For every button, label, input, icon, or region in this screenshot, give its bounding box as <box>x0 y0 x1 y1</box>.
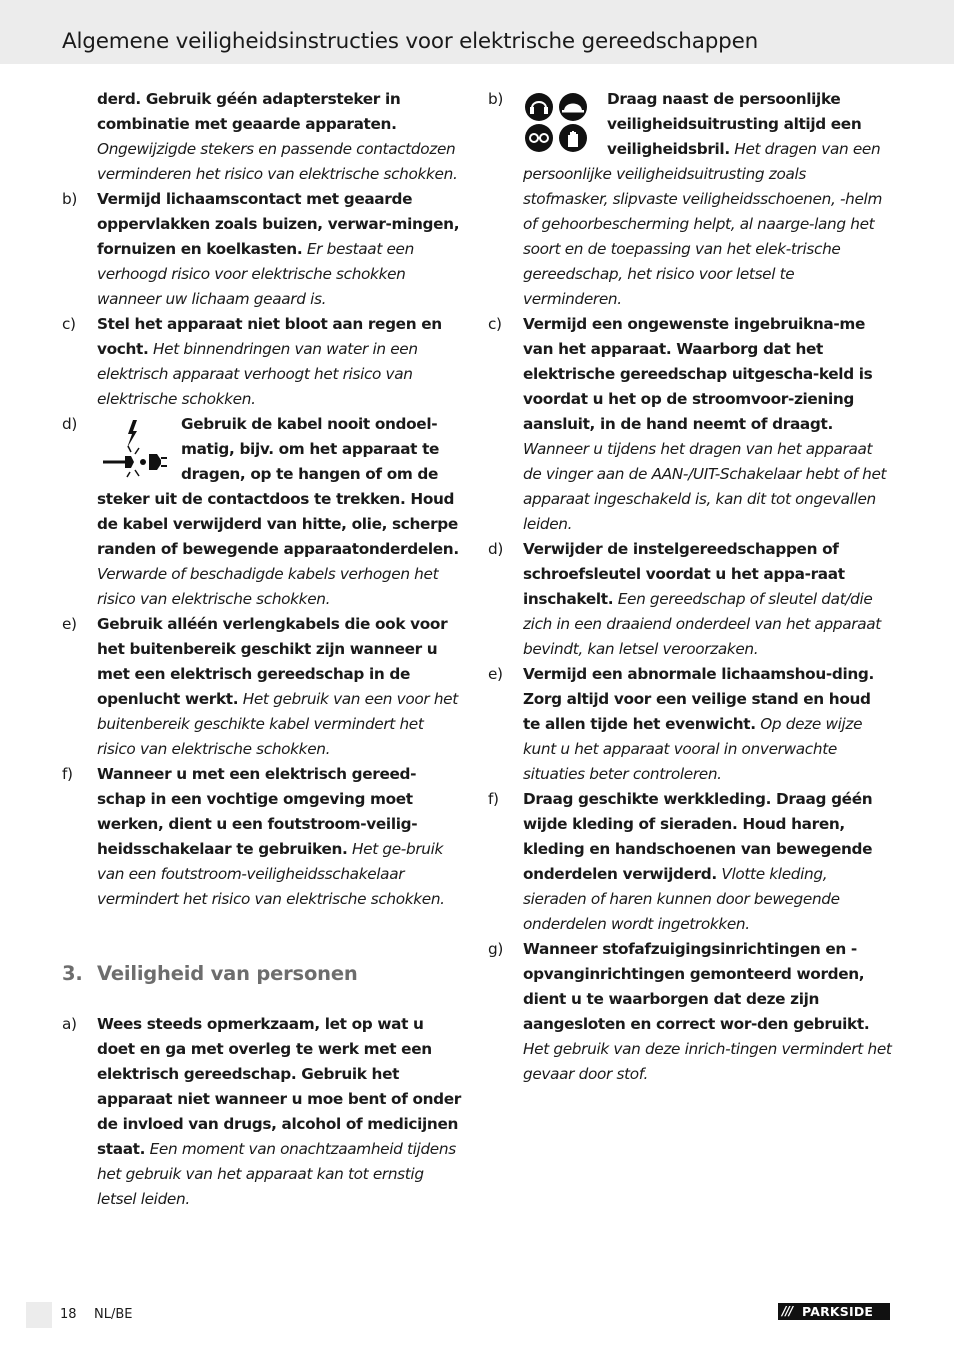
instruction-bold: Vermijd lichaamscontact met geaarde oppervlakken zoals buizen, verwar-mingen, fornuizen en koelkasten. <box>97 190 460 258</box>
page-number: 18 <box>60 1307 77 1322</box>
instruction-bold: Stel het apparaat niet bloot aan regen en vocht. <box>97 315 442 358</box>
list-letter: c) <box>488 315 502 333</box>
page-header <box>0 0 954 64</box>
list-letter: e) <box>488 665 503 683</box>
list-letter: a) <box>62 1015 77 1033</box>
list-item-c <box>62 312 464 412</box>
instruction-italic: Het gebruik van deze inrich-tingen vermindert het gevaar door stof. <box>523 1040 892 1083</box>
instruction-italic: Op deze wijze kunt u het apparaat vooral in onverwachte situaties beter controleren. <box>523 715 863 783</box>
instruction-italic: Het gebruik van een voor het buitenbereik geschikte kabel vermindert het risico van elektrische schokken. <box>97 690 458 758</box>
list-item-b <box>62 187 464 312</box>
list-item-f <box>62 762 464 912</box>
instruction-bold: Wees steeds opmerkzaam, let op wat u doet en ga met overleg te werk met een elektrisch gereedschap. Gebruik het apparaat niet wanneer u moe bent of onder de invloed van drugs, alcohol of medicijnen staat. <box>97 1015 461 1158</box>
instruction-italic: Wanneer u tijdens het dragen van het apparaat de vinger aan de AAN-/UIT-Schakelaar hebt of het apparaat ingeschakeld is, kan dit tot ongevallen leiden. <box>523 440 887 533</box>
list-letter: g) <box>488 940 503 958</box>
right-column <box>488 87 892 1087</box>
list-item-f <box>488 787 892 937</box>
list-item-g <box>488 937 892 1087</box>
instruction-bold: Gebruik alléén verlengkabels die ook voor het buitenbereik geschikt zijn wanneer u met een elektrisch gereedschap in de openlucht werkt. <box>97 615 448 708</box>
list-letter: b) <box>62 190 77 208</box>
parkside-logo <box>778 1303 890 1320</box>
instruction-italic: Een gereedschap of sleutel dat/die zich in een draaiend onderdeel van het apparaat bevindt, kan letsel veroorzaken. <box>523 590 881 658</box>
instruction-italic: Het dragen van een persoonlijke veiligheidsuitrusting zoals stofmasker, slipvaste veiligheidsschoenen, -helm of gehoorbescherming helpt, al naarge-lang het soort en de toepassing van het elek-trische gereedschap, het risico voor letsel te verminderen. <box>523 140 882 308</box>
protective-equipment-icon <box>523 92 591 154</box>
footer-marker <box>26 1302 52 1328</box>
instruction-bold: Vermijd een abnormale lichaamshou-ding. Zorg altijd voor een veilige stand en houd te allen tijde het evenwicht. <box>523 665 874 733</box>
list-letter: f) <box>62 765 73 783</box>
section-title: Veiligheid van personen <box>97 962 358 985</box>
instruction-italic: Vlotte kleding, sieraden of haren kunnen door bewegende onderdelen wordt ingetrokken. <box>523 865 840 933</box>
instruction-bold: Wanneer u met een elektrisch gereed-schap in een vochtige omgeving moet werken, dient u een foutstroom-veilig-heidsschakelaar te gebruiken. <box>97 765 418 858</box>
instruction-italic: Het binnendringen van water in een elektrisch apparaat verhoogt het risico van elektrische schokken. <box>97 340 418 408</box>
instruction-italic: Een moment van onachtzaamheid tijdens het gebruik van het apparaat kan tot ernstig letsel leiden. <box>97 1140 456 1208</box>
instruction-italic: Het ge-bruik van een foutstroom-veiligheidsschakelaar vermindert het risico van elektrische schokken. <box>97 840 445 908</box>
instruction-bold: Wanneer stofafzuigingsinrichtingen en -opvanginrichtingen gemonteerd worden, dient u te waarborgen dat deze zijn aangesloten en correct wor-den gebruikt. <box>523 940 870 1033</box>
intro-paragraph <box>62 87 464 187</box>
list-letter: f) <box>488 790 499 808</box>
list-item-b <box>488 87 892 312</box>
instruction-bold: Vermijd een ongewenste ingebruikna-me van het apparaat. Waarborg dat het elektrische gereedschap uitgescha-keld is voordat u het op de stroomvoor-ziening aansluit, in de hand neemt of draagt. <box>523 315 873 433</box>
list-letter: c) <box>62 315 76 333</box>
list-item-a <box>62 1012 464 1212</box>
instruction-italic: Er bestaat een verhoogd risico voor elektrische schokken wanneer uw lichaam geaard is. <box>97 240 414 308</box>
instruction-bold: Draag naast de persoonlijke veiligheidsuitrusting altijd een veiligheidsbril. <box>607 90 862 158</box>
section-number: 3. <box>62 962 83 985</box>
list-item-e <box>62 612 464 762</box>
instruction-italic: Verwarde of beschadigde kabels verhogen het risico van elektrische schokken. <box>97 565 439 608</box>
page-title: Algemene veiligheidsinstructies voor elektrische gereedschappen <box>62 29 759 54</box>
list-item-d <box>488 537 892 662</box>
electric-cable-hazard-icon <box>97 416 169 478</box>
locale-label: NL/BE <box>94 1307 133 1322</box>
list-letter: e) <box>62 615 77 633</box>
section-heading <box>62 960 464 988</box>
list-letter: b) <box>488 90 503 108</box>
left-column <box>62 87 464 1212</box>
intro-italic-text: Ongewijzigde stekers en passende contactdozen verminderen het risico van elektrische schokken. <box>97 140 458 183</box>
logo-stripes: /// <box>782 1304 793 1318</box>
instruction-bold: Gebruik de kabel nooit ondoel-matig, bijv. om het apparaat te dragen, op te hangen of om de steker uit de contactdoos te trekken. Houd de kabel verwijderd van hitte, olie, scherpe randen of bewegende apparaatonderdelen. <box>97 415 459 558</box>
list-item-e <box>488 662 892 787</box>
list-item-c <box>488 312 892 537</box>
instruction-bold: Verwijder de instelgereedschappen of schroefsleutel voordat u het appa-raat inschakelt. <box>523 540 845 608</box>
instruction-bold: Draag geschikte werkkleding. Draag géén wijde kleding of sieraden. Houd haren, kleding en handschoenen van bewegende onderdelen verwijderd. <box>523 790 873 883</box>
intro-bold-text: derd. Gebruik géén adaptersteker in combinatie met geaarde apparaten. <box>97 90 401 133</box>
logo-text: PARKSIDE <box>802 1304 874 1319</box>
list-letter: d) <box>488 540 503 558</box>
list-letter: d) <box>62 415 77 433</box>
list-item-d <box>62 412 464 612</box>
